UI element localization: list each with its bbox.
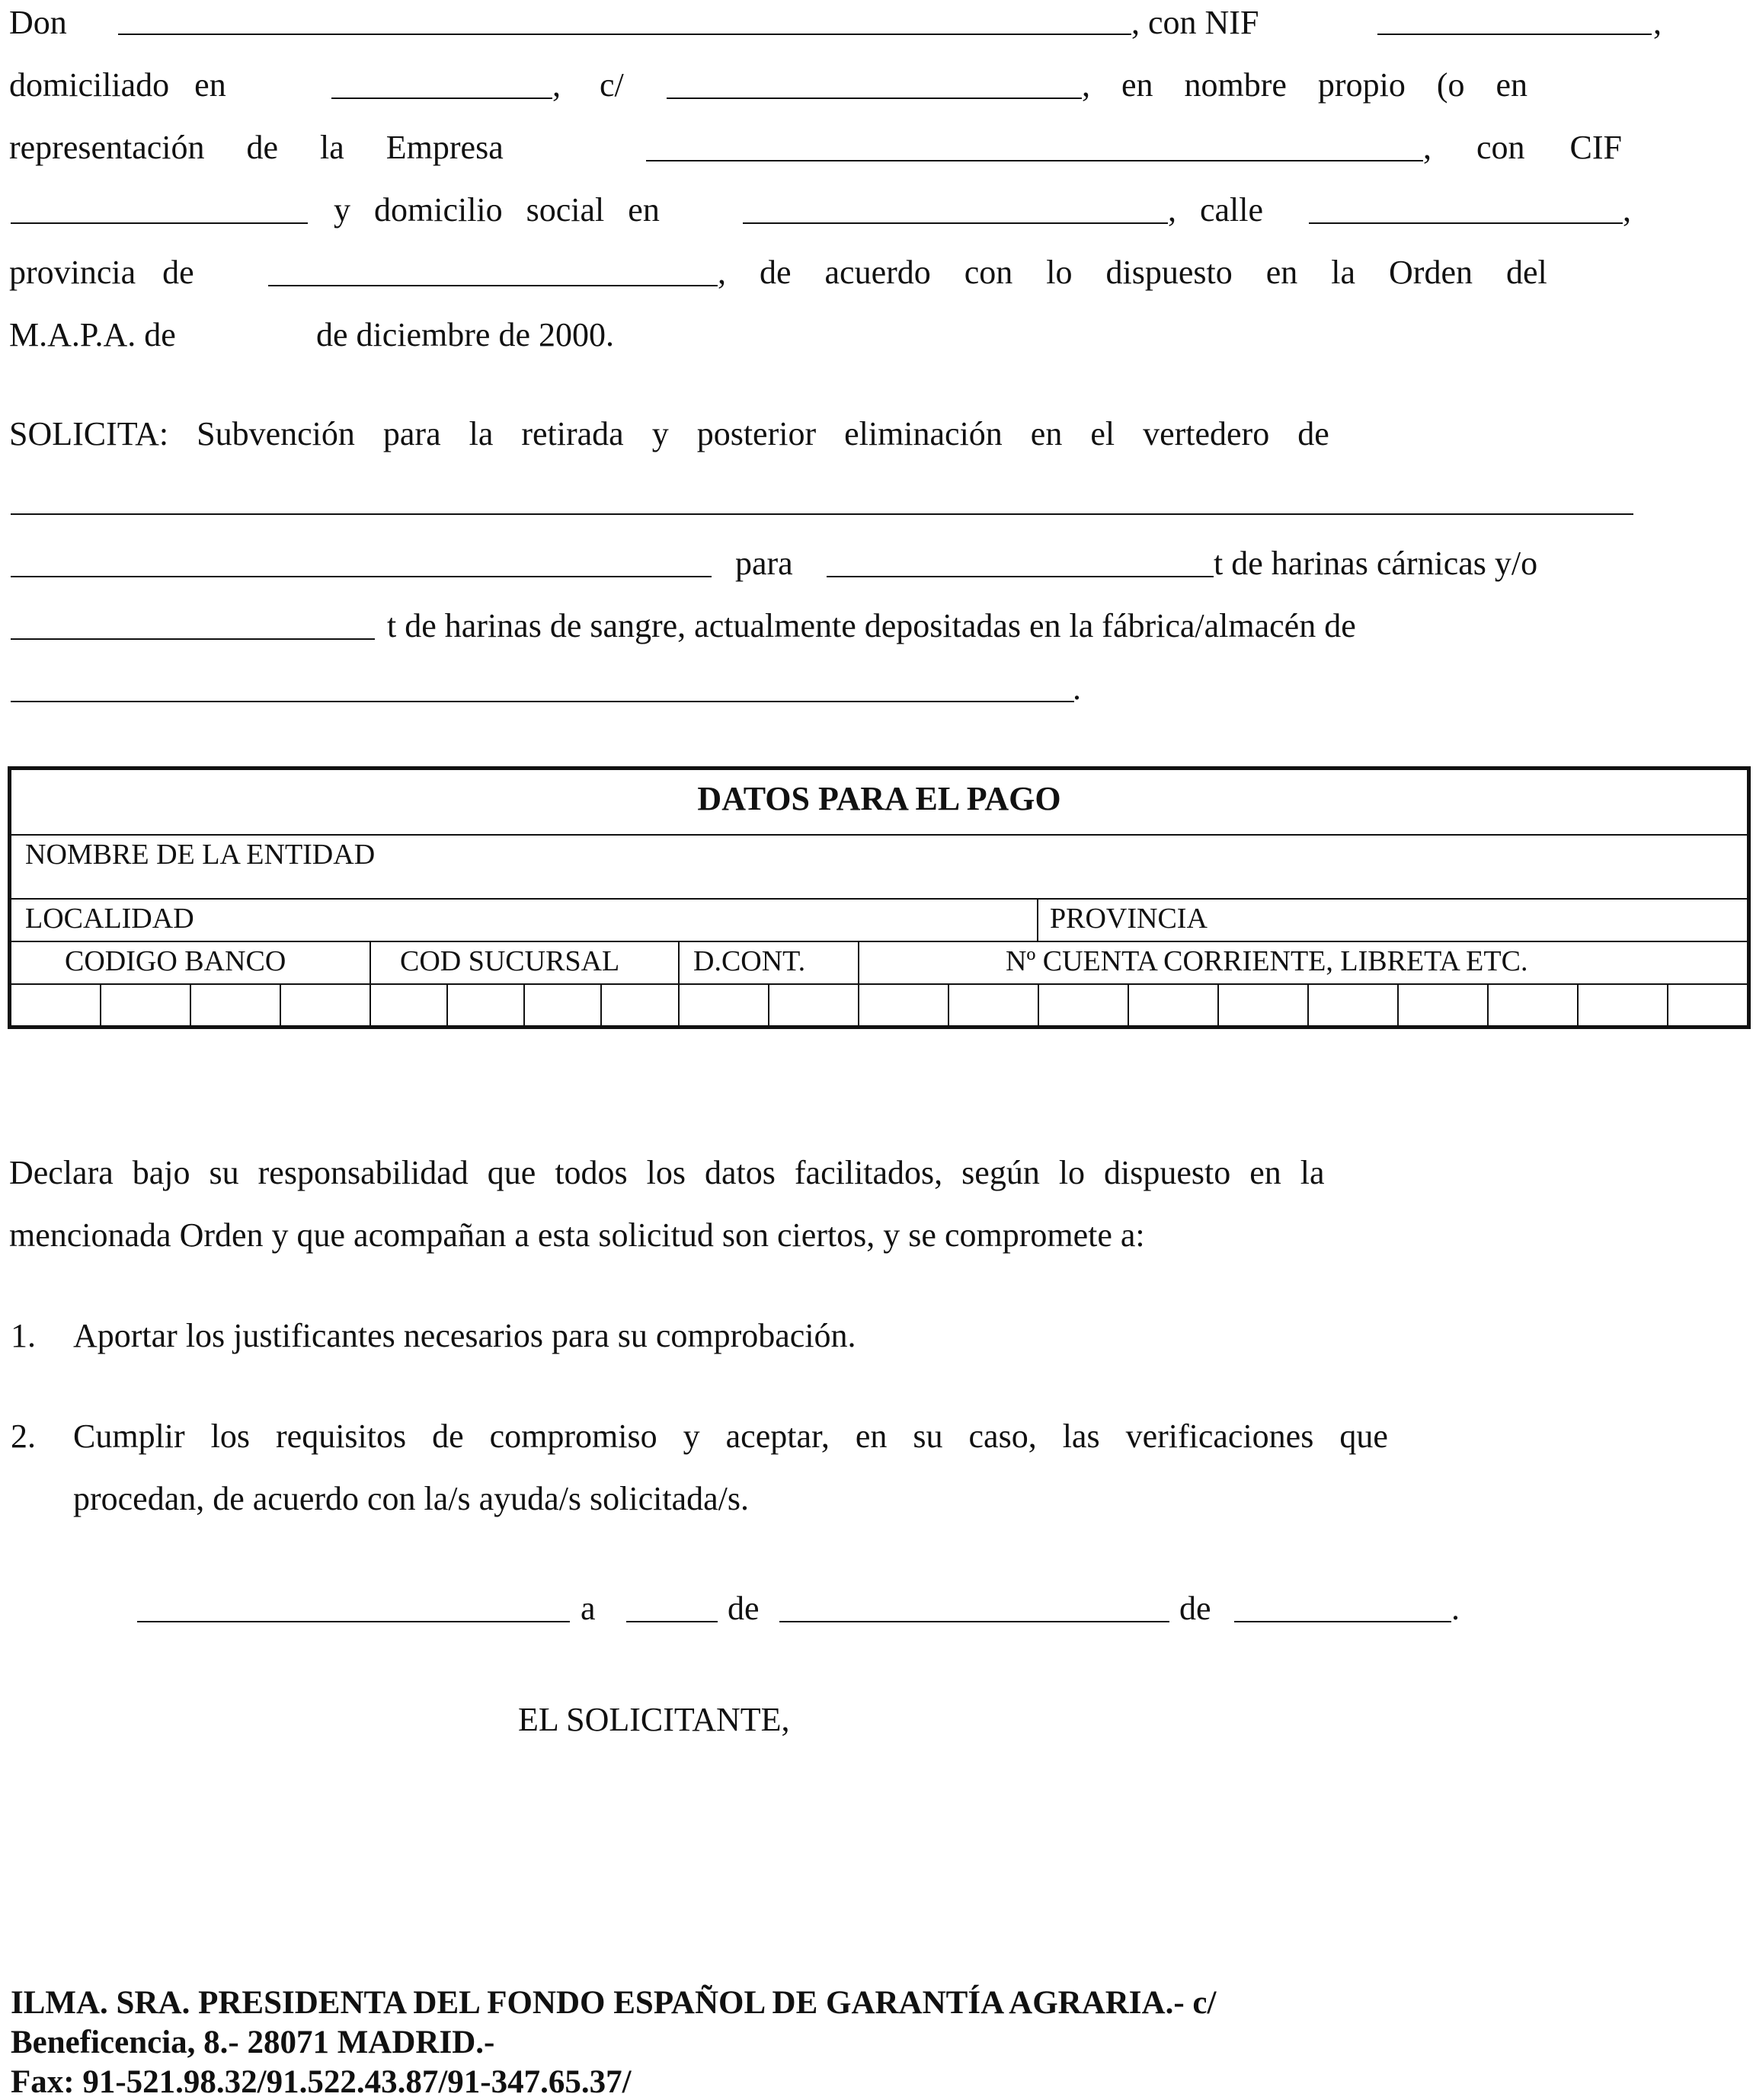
landfill-field[interactable]: [11, 513, 1633, 515]
con-nif-label: , con NIF: [1131, 4, 1259, 41]
de-label-1: de: [728, 1590, 760, 1627]
control-digit-label: D.CONT.: [693, 945, 806, 977]
addressee-line-1: ILMA. SRA. PRESIDENTA DEL FONDO ESPAÑOL DE GARANTÍA AGRARIA.- c/: [11, 1985, 1217, 2021]
payment-table: [8, 766, 1751, 1029]
item-2-number: 2.: [11, 1418, 36, 1455]
branch-digit[interactable]: [448, 983, 525, 1025]
calle-label: , calle: [1168, 191, 1264, 229]
entity-label: NOMBRE DE LA ENTIDAD: [25, 839, 376, 871]
con-cif-label: , con CIF: [1423, 129, 1622, 166]
own-name-label: , en nombre propio (o en: [1082, 66, 1527, 104]
day-field[interactable]: [626, 1621, 718, 1622]
para-label: para: [735, 545, 793, 582]
item-1-number: 1.: [11, 1317, 36, 1354]
account-digit[interactable]: [859, 983, 949, 1025]
declaration-line-1: Declara bajo su responsabilidad que todos los datos facilitados, según lo dispuesto en la: [9, 1154, 1325, 1191]
account-number-label: Nº CUENTA CORRIENTE, LIBRETA ETC.: [1006, 945, 1528, 977]
bank-digit[interactable]: [11, 983, 101, 1025]
account-digit[interactable]: [1399, 983, 1489, 1025]
province-field[interactable]: [268, 285, 718, 286]
december-text: de diciembre de 2000.: [316, 316, 614, 353]
bank-digit[interactable]: [281, 983, 371, 1025]
cif-field[interactable]: [11, 222, 308, 224]
entity-row[interactable]: [11, 834, 1747, 900]
company-label: representación de la Empresa: [9, 129, 504, 166]
street-field[interactable]: [667, 97, 1082, 99]
account-digit[interactable]: [1039, 983, 1129, 1025]
item-2-line-1: Cumplir los requisitos de compromiso y aceptar, en su caso, las verificaciones que: [73, 1418, 1388, 1455]
account-header-row: [11, 941, 1747, 985]
province-label: provincia de: [9, 254, 194, 291]
payment-title: DATOS PARA EL PAGO: [697, 780, 1061, 817]
domicile-field[interactable]: [331, 97, 552, 99]
request-text: SOLICITA: Subvención para la retirada y posterior eliminación en el vertedero de: [9, 415, 1329, 452]
social-domicile-label: y domicilio social en: [334, 191, 660, 229]
warehouse-field[interactable]: [11, 701, 1074, 702]
calle-field[interactable]: [1309, 222, 1623, 224]
social-domicile-field[interactable]: [743, 222, 1168, 224]
date-period: .: [1451, 1590, 1460, 1627]
branch-digit[interactable]: [602, 983, 680, 1025]
blood-meal-label: t de harinas de sangre, actualmente depositadas en la fábrica/almacén de: [387, 607, 1356, 644]
month-field[interactable]: [779, 1621, 1169, 1622]
payment-title-row: [11, 770, 1747, 836]
account-digit[interactable]: [1309, 983, 1399, 1025]
de-label-2: de: [1179, 1590, 1211, 1627]
branch-digit[interactable]: [525, 983, 602, 1025]
branch-code-label: COD SUCURSAL: [400, 945, 620, 977]
addressee-line-2: Beneficencia, 8.- 28071 MADRID.-: [11, 2025, 495, 2060]
agreement-text: , de acuerdo con lo dispuesto en la Orden del: [718, 254, 1547, 291]
nif-field[interactable]: [1377, 34, 1652, 35]
request-field-2[interactable]: [11, 576, 712, 577]
declaration-line-2: mencionada Orden y que acompañan a esta solicitud son ciertos, y se compromete a:: [9, 1216, 1145, 1254]
branch-code-header: [371, 941, 680, 983]
branch-digit[interactable]: [371, 983, 448, 1025]
meat-meal-label: t de harinas cárnicas y/o: [1214, 545, 1538, 582]
control-digit[interactable]: [769, 983, 859, 1025]
year-field[interactable]: [1234, 1621, 1451, 1622]
company-field[interactable]: [646, 160, 1423, 161]
bank-digit[interactable]: [191, 983, 281, 1025]
fax-line: Fax: 91-521.98.32/91.522.43.87/91-347.65.37/: [11, 2064, 632, 2100]
account-digit[interactable]: [1668, 983, 1747, 1025]
don-label: Don: [9, 4, 67, 41]
period: .: [1073, 670, 1081, 707]
bank-digit[interactable]: [101, 983, 191, 1025]
mapa-label: M.A.P.A. de: [9, 316, 176, 353]
locality-row: [11, 898, 1747, 942]
locality-label: LOCALIDAD: [25, 903, 194, 935]
province-cell-label: PROVINCIA: [1050, 903, 1208, 935]
bank-code-label: CODIGO BANCO: [65, 945, 286, 977]
item-2-line-2: procedan, de acuerdo con la/s ayuda/s solicitada/s.: [73, 1480, 750, 1517]
account-digit[interactable]: [1219, 983, 1309, 1025]
account-digit[interactable]: [1489, 983, 1579, 1025]
account-digit[interactable]: [949, 983, 1039, 1025]
item-1-text: Aportar los justificantes necesarios para su comprobación.: [73, 1317, 856, 1354]
applicant-signature-label: EL SOLICITANTE,: [518, 1701, 790, 1738]
bank-code-header: [11, 941, 371, 983]
account-digits-row: [11, 983, 1747, 1025]
street-short-label: , c/: [552, 66, 624, 104]
account-digit[interactable]: [1579, 983, 1668, 1025]
meat-meal-field[interactable]: [827, 576, 1214, 577]
control-digit-header: [680, 941, 859, 983]
domiciliado-label: domiciliado en: [9, 66, 226, 104]
control-digit[interactable]: [680, 983, 769, 1025]
name-field[interactable]: [118, 34, 1131, 35]
comma-2: ,: [1623, 191, 1631, 229]
a-label: a: [581, 1590, 596, 1627]
place-field[interactable]: [137, 1621, 570, 1622]
locality-cell[interactable]: [11, 898, 1038, 941]
account-digit[interactable]: [1129, 983, 1219, 1025]
comma: ,: [1653, 4, 1662, 41]
blood-meal-field[interactable]: [11, 638, 375, 640]
